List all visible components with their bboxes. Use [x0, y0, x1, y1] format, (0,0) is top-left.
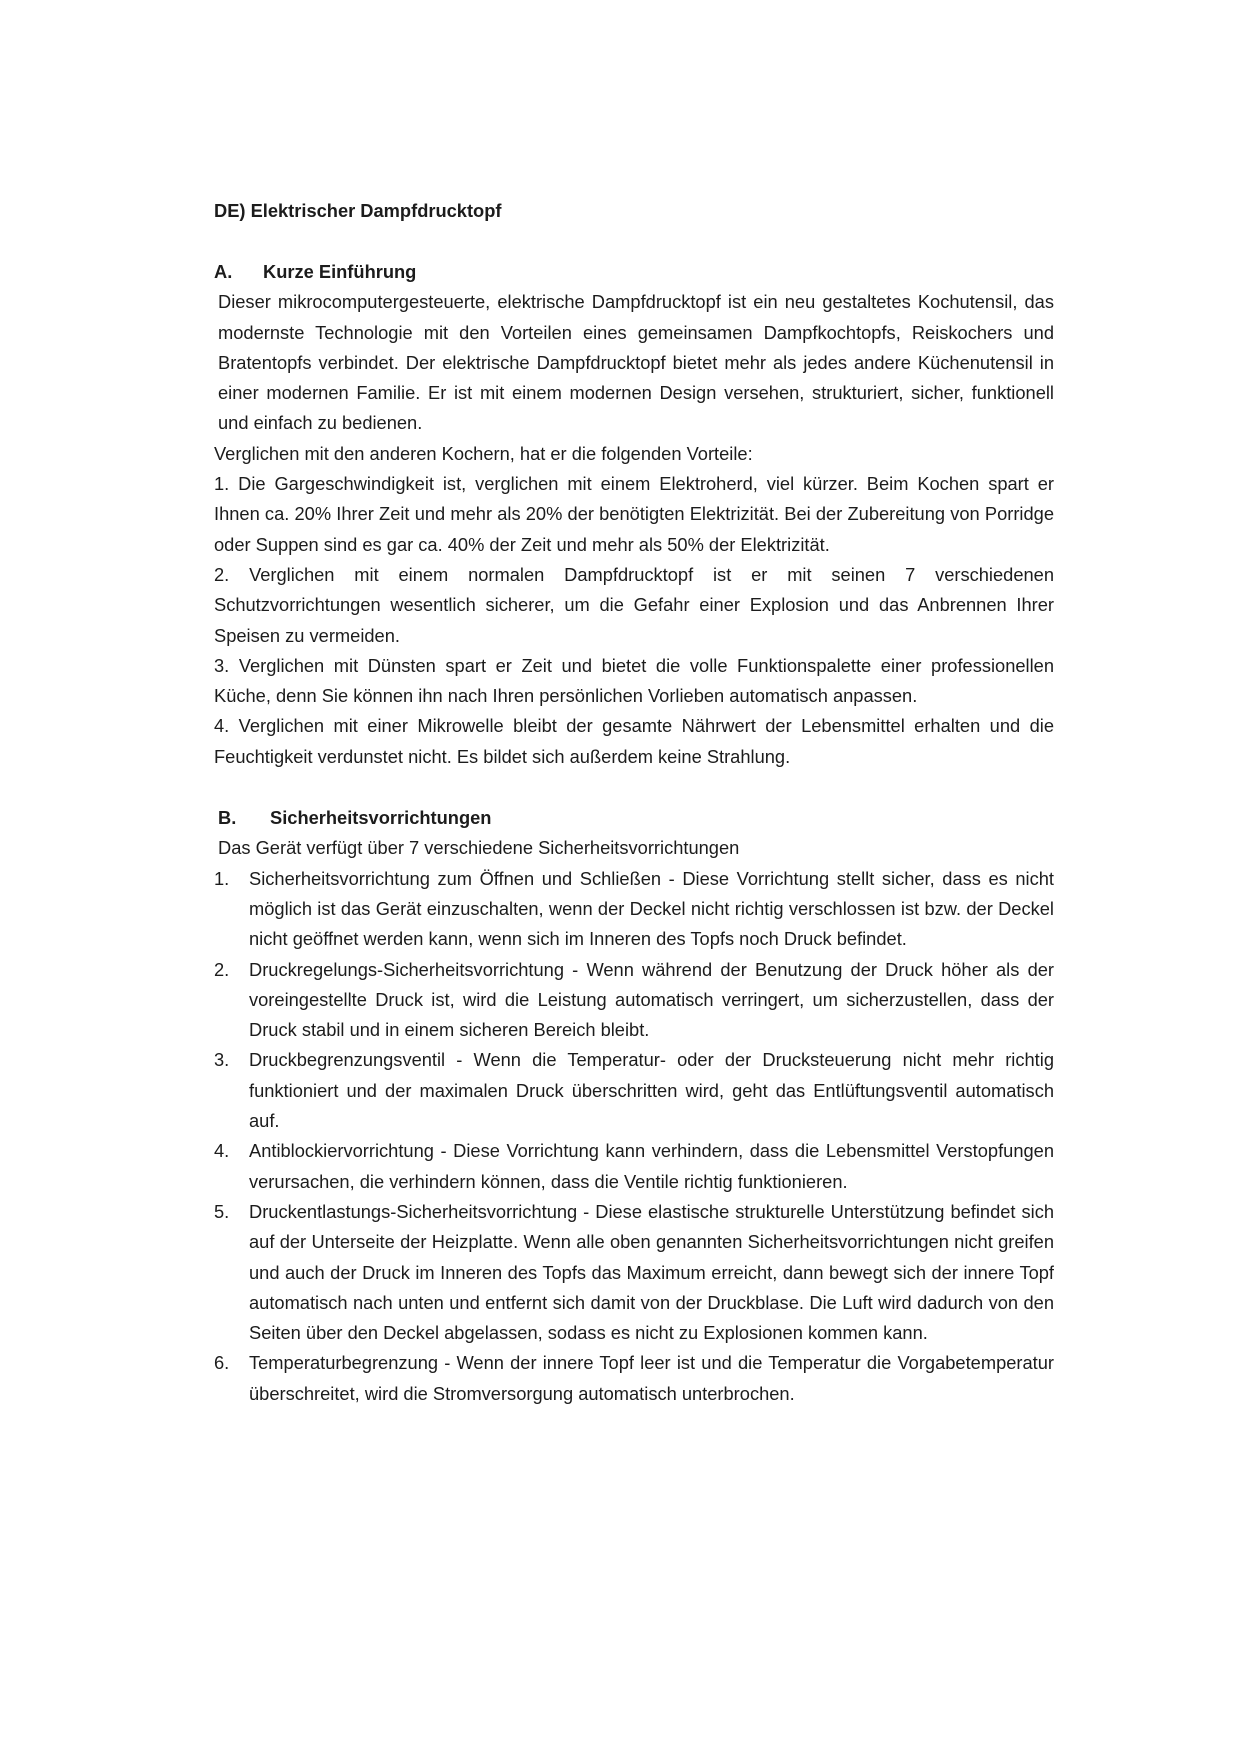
advantage-item: 2. Verglichen mit einem normalen Dampfdrucktopf ist er mit seinen 7 verschiedenen Schutzvorrichtungen wesentlich sicherer, um die Gefahr einer Explosion und das Anbrennen Ihrer Speisen zu vermeiden.: [214, 563, 1054, 646]
section-b-intro: Das Gerät verfügt über 7 verschiedene Sicherheitsvorrichtungen: [218, 837, 740, 859]
list-item-text: Sicherheitsvorrichtung zum Öffnen und Schließen - Diese Vorrichtung stellt sicher, dass es nicht möglich ist das Gerät einzuschalten, wenn der Deckel nicht richtig verschlossen ist bzw. der Deckel nicht geöffnet werden kann, wenn sich im Inneren des Topfs noch Druck befindet.: [249, 867, 1054, 950]
section-a-title: Kurze Einführung: [263, 261, 417, 282]
section-b-letter: B.: [218, 807, 237, 829]
list-item-text: Antiblockiervorrichtung - Diese Vorrichtung kann verhindern, dass die Lebensmittel Verstopfungen verursachen, die verhindern können, dass die Ventile richtig funktionieren.: [249, 1140, 1054, 1192]
spacer: [214, 226, 1054, 257]
advantage-item: 4. Verglichen mit einer Mikrowelle bleibt der gesamte Nährwert der Lebensmittel erhalten und die Feuchtigkeit verdunstet nicht. Es bildet sich außerdem keine Strahlung.: [214, 715, 1054, 767]
advantages-lead: Verglichen mit den anderen Kochern, hat er die folgenden Vorteile:: [214, 442, 753, 464]
list-item-number: 6.: [214, 1352, 230, 1374]
spacer: [214, 772, 1054, 803]
list-item-text: Druckregelungs-Sicherheitsvorrichtung - Wenn während der Benutzung der Druck höher als der voreingestellte Druck ist, wird die Leistung automatisch verringert, um sicherzustellen, dass der Druck stabil und in einem sicheren Bereich bleibt.: [249, 958, 1054, 1041]
list-item-text: Druckentlastungs-Sicherheitsvorrichtung - Diese elastische strukturelle Unterstützung befindet sich auf der Unterseite der Heizplatte. Wenn alle oben genannten Sicherheitsvorrichtungen nicht greifen und auch der Druck im Inneren des Topfs das Maximum erreicht, dann bewegt sich der innere Topf automatisch nach unten und entfernt sich damit von der Druckblase. Die Luft wird dadurch von den Seiten über den Deckel abgelassen, sodass es nicht zu Explosionen kommen kann.: [249, 1200, 1054, 1344]
list-item-number: 1.: [214, 867, 230, 889]
list-item-text: Temperaturbegrenzung - Wenn der innere Topf leer ist und die Temperatur die Vorgabetemperatur überschreitet, wird die Stromversorgung automatisch unterbrochen.: [249, 1352, 1054, 1404]
list-item: [214, 1045, 1054, 1136]
safety-devices-list: [214, 864, 1054, 1409]
list-item-number: 5.: [214, 1200, 230, 1222]
document-body: [214, 196, 1054, 1409]
list-item: [214, 955, 1054, 1046]
list-item-number: 2.: [214, 958, 230, 980]
list-item: [214, 1197, 1054, 1348]
list-item: [214, 1136, 1054, 1197]
section-a-heading: [214, 257, 1054, 287]
list-item: [214, 864, 1054, 955]
advantages-list: [214, 469, 1054, 772]
section-a-letter: A.: [214, 261, 233, 282]
document-title: DE) Elektrischer Dampfdrucktopf: [214, 200, 502, 221]
list-item-number: 4.: [214, 1140, 230, 1162]
section-b-heading: [214, 803, 1054, 833]
section-a-intro: Dieser mikrocomputergesteuerte, elektrische Dampfdrucktopf ist ein neu gestaltetes Kochutensil, das modernste Technologie mit den Vorteilen eines gemeinsamen Dampfkochtopfs, Reiskochers und Bratentopfs verbindet. Der elektrische Dampfdrucktopf bietet mehr als jedes andere Küchenutensil in einer modernen Familie. Er ist mit einem modernen Design versehen, strukturiert, sicher, funktionell und einfach zu bedienen.: [218, 291, 1054, 434]
list-item-text: Druckbegrenzungsventil - Wenn die Temperatur- oder der Drucksteuerung nicht mehr richtig funktioniert und der maximalen Druck überschritten wird, geht das Entlüftungsventil automatisch auf.: [249, 1049, 1054, 1132]
list-item-number: 3.: [214, 1049, 230, 1071]
section-b-title: Sicherheitsvorrichtungen: [270, 807, 492, 829]
list-item: [214, 1348, 1054, 1409]
advantage-item: 1. Die Gargeschwindigkeit ist, verglichen mit einem Elektroherd, viel kürzer. Beim Kochen spart er Ihnen ca. 20% Ihrer Zeit und mehr als 20% der benötigten Elektrizität. Bei der Zubereitung von Porridge oder Suppen sind es gar ca. 40% der Zeit und mehr als 50% der Elektrizität.: [214, 473, 1054, 555]
advantage-item: 3. Verglichen mit Dünsten spart er Zeit und bietet die volle Funktionspalette einer professionellen Küche, denn Sie können ihn nach Ihren persönlichen Vorlieben automatisch anpassen.: [214, 654, 1054, 707]
